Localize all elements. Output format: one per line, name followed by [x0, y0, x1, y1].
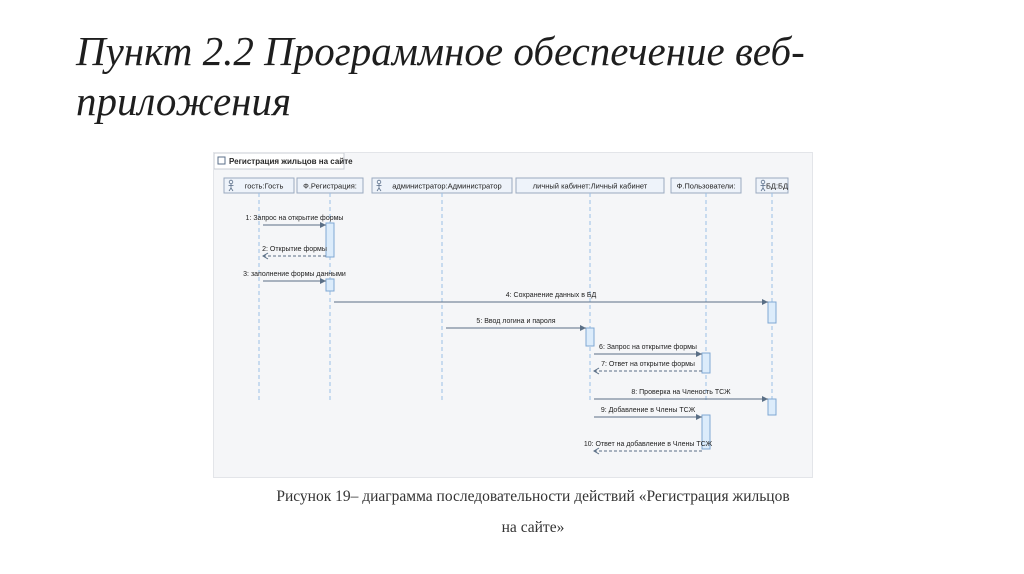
message-6	[594, 344, 702, 357]
activation-bar	[586, 328, 594, 346]
message-label: 3: заполнение формы данными	[243, 271, 346, 278]
message-arrowhead	[580, 325, 586, 331]
lifeline-label: администратор:Администратор	[392, 181, 502, 191]
slide-title: Пункт 2.2 Программное обеспечение веб-приложения	[76, 28, 805, 124]
diagram-tab-title: Регистрация жильцов на сайте	[229, 157, 353, 166]
message-label: 10: Ответ на добавление в Члены ТСЖ	[583, 441, 713, 448]
message-10	[584, 440, 713, 454]
lifeline-guest	[224, 178, 294, 403]
lifeline-db	[756, 178, 788, 403]
message-arrowhead	[696, 414, 702, 420]
message-label: 6: Запрос на открытие формы	[599, 344, 697, 351]
lifeline-label: Ф.Регистрация:	[303, 181, 357, 191]
activation-bar	[326, 223, 334, 257]
message-label: 8: Проверка на Членость ТСЖ	[631, 389, 731, 396]
message-arrowhead	[762, 396, 768, 402]
lifeline-label: Ф.Пользователи:	[676, 181, 736, 191]
lifeline-admin	[372, 178, 512, 403]
message-arrowhead	[762, 299, 768, 305]
lifeline-label: гость:Гость	[244, 181, 284, 191]
message-arrowhead	[320, 278, 326, 284]
message-4	[334, 292, 768, 305]
message-arrowhead	[320, 222, 326, 228]
activation-bar	[768, 399, 776, 415]
message-label: 2: Открытие формы	[262, 246, 327, 253]
message-label: 9: Добавление в Члены ТСЖ	[600, 407, 696, 414]
message-label: 4: Сохранение данных в БД	[505, 292, 597, 299]
sequence-diagram	[213, 152, 813, 478]
message-9	[594, 406, 702, 420]
figure-caption-line-1: Рисунок 19– диаграмма последовательности действий «Регистрация жильцов	[276, 488, 790, 505]
lifeline-label: БД:БД	[765, 181, 789, 191]
sequence-diagram-canvas	[214, 153, 814, 479]
message-7	[594, 361, 702, 374]
lifeline-cabinet	[516, 178, 664, 403]
message-label: 7: Ответ на открытие формы	[601, 361, 695, 368]
message-arrowhead	[696, 351, 702, 357]
lifeline-label: личный кабинет:Личный кабинет	[532, 181, 648, 191]
activation-bar	[702, 353, 710, 373]
figure-caption-line-2: на сайте»	[501, 519, 565, 536]
message-5	[446, 318, 586, 331]
message-label: 5: Ввод логина и пароля	[476, 318, 556, 325]
activation-bar	[326, 279, 334, 291]
message-8	[594, 389, 768, 402]
message-label: 1: Запрос на открытие формы	[245, 215, 344, 222]
diagram-tab	[214, 153, 353, 169]
message-2	[262, 246, 327, 259]
activation-bar	[768, 302, 776, 323]
